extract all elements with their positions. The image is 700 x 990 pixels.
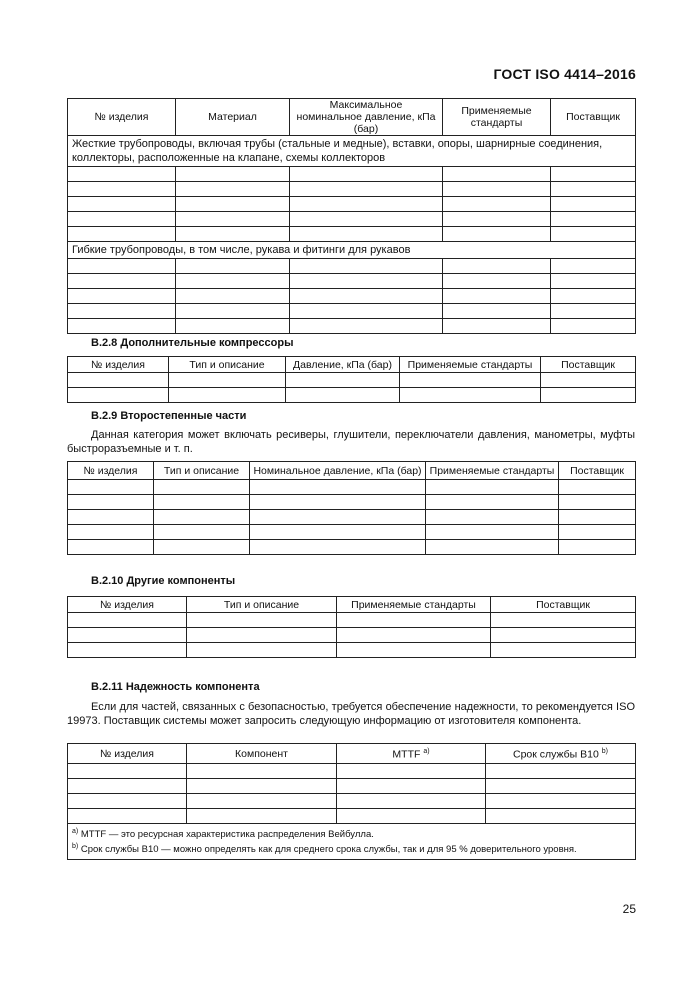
table-row	[68, 373, 636, 388]
compressors-table	[67, 356, 636, 403]
group-flexible-pipes: Гибкие трубопроводы, в том числе, рукава и фитинги для рукавов	[68, 242, 636, 259]
col-item-no: № изделия	[68, 99, 176, 136]
footnote-ref-b: b)	[601, 748, 608, 756]
minor-parts-table	[67, 461, 636, 555]
col-type: Тип и описание	[187, 597, 337, 613]
group-rigid-pipes: Жесткие трубопроводы, включая трубы (стальные и медные), вставки, опоры, шарнирные соединения, коллекторы, расположенные на клапане, схемы коллекторов	[68, 136, 636, 167]
col-supplier: Поставщик	[551, 99, 636, 136]
col-b10-life: Срок службы B10 $^{b)}$	[486, 744, 636, 764]
table-row	[68, 319, 636, 334]
col-standards: Применяемые стандарты	[443, 99, 551, 136]
table-row	[68, 643, 636, 658]
table-row	[68, 289, 636, 304]
col-supplier: Поставщик	[559, 462, 636, 480]
table-row	[68, 388, 636, 403]
table-row	[68, 182, 636, 197]
table-row	[68, 628, 636, 643]
section-title-b29: В.2.9 Второстепенные части	[91, 410, 247, 422]
table-row	[68, 197, 636, 212]
col-supplier: Поставщик	[491, 597, 636, 613]
col-nominal-pressure: Номинальное давление, кПа (бар)	[250, 462, 426, 480]
table-row	[68, 510, 636, 525]
col-standards: Применяемые стандарты	[426, 462, 559, 480]
table-row	[68, 809, 636, 824]
col-standards: Применяемые стандарты	[337, 597, 491, 613]
table-row	[68, 212, 636, 227]
page-number: 25	[622, 902, 636, 916]
table-row	[68, 540, 636, 555]
document-code: ГОСТ ISO 4414–2016	[493, 66, 636, 82]
table-row	[68, 779, 636, 794]
col-max-pressure: Максимальное номинальное давление, кПа (бар)	[290, 99, 443, 136]
table-row	[68, 794, 636, 809]
table-row	[68, 259, 636, 274]
footnote-b: $^{b)}$ Срок службы B10 — можно определять как для среднего срока службы, так и для 95 % доверительного уровня.	[72, 843, 577, 856]
section-title-b210: В.2.10 Другие компоненты	[91, 575, 236, 587]
col-mttf: MTTF $^{a)}$	[337, 744, 486, 764]
footnote-ref-a: a)	[423, 748, 430, 756]
table-row	[68, 613, 636, 628]
reliability-table	[67, 743, 636, 860]
col-supplier: Поставщик	[541, 357, 636, 373]
paragraph-b29: Данная категория может включать ресиверы, глушители, переключатели давления, манометры, муфты быстроразъемные и т. п.	[67, 429, 635, 455]
table-row	[68, 525, 636, 540]
table-row	[68, 764, 636, 779]
other-components-table	[67, 596, 636, 658]
col-component: Компонент	[187, 744, 337, 764]
footnotes	[68, 824, 636, 860]
table-row	[68, 480, 636, 495]
table-row	[68, 495, 636, 510]
table-row	[68, 227, 636, 242]
section-title-b28: В.2.8 Дополнительные компрессоры	[91, 337, 294, 349]
table-row	[68, 167, 636, 182]
table-row	[68, 304, 636, 319]
col-pressure: Давление, кПа (бар)	[286, 357, 400, 373]
table-row	[68, 274, 636, 289]
footnote-a: $^{a)}$ MTTF — это ресурсная характеристика распределения Вейбулла.	[72, 828, 374, 841]
col-item-no: № изделия	[68, 357, 169, 373]
col-standards: Применяемые стандарты	[400, 357, 541, 373]
col-item-no: № изделия	[68, 744, 187, 764]
paragraph-b211: Если для частей, связанных с безопасностью, требуется обеспечение надежности, то рекомендуется ISO 19973. Поставщик системы может запросить следующую информацию от изготовителя компонента.	[67, 701, 635, 727]
col-item-no: № изделия	[68, 597, 187, 613]
col-item-no: № изделия	[68, 462, 154, 480]
col-material: Материал	[176, 99, 290, 136]
pipes-table	[67, 98, 636, 334]
section-title-b211: В.2.11 Надежность компонента	[91, 681, 260, 693]
col-type: Тип и описание	[169, 357, 286, 373]
col-type: Тип и описание	[154, 462, 250, 480]
